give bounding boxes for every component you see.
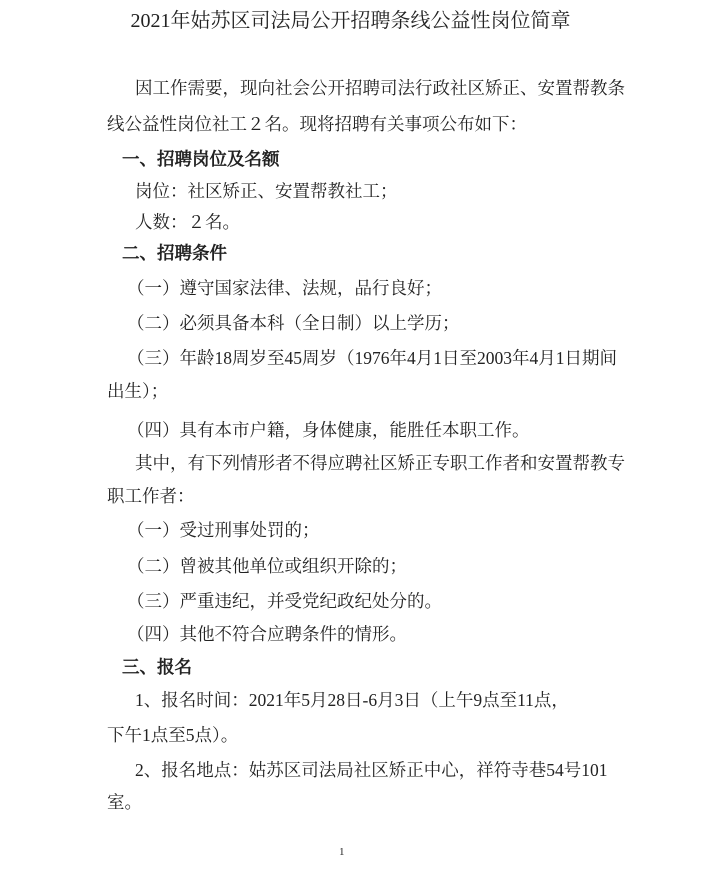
section-heading-2: 二、招聘条件 [122, 243, 227, 263]
registration-time: 1、报名时间：2021年5月28日-6月3日（上午9点至11点， [135, 690, 569, 710]
section-heading-1: 一、招聘岗位及名额 [122, 149, 280, 169]
exclusion-2: （二）曾被其他单位或组织开除的； [127, 556, 407, 576]
exclusion-3: （三）严重违纪，并受党纪政纪处分的。 [127, 591, 442, 611]
registration-time-cont: 下午1点至5点）。 [107, 725, 239, 745]
intro-line-1: 因工作需要，现向社会公开招聘司法行政社区矫正、安置帮教条 [135, 78, 625, 98]
condition-3: （三）年龄18周岁至45周岁（1976年4月1日至2003年4月1日期间 [127, 348, 617, 368]
section-heading-3: 三、报名 [122, 657, 192, 677]
condition-2: （二）必须具备本科（全日制）以上学历； [127, 313, 460, 333]
condition-1: （一）遵守国家法律、法规，品行良好； [127, 278, 442, 298]
registration-location: 2、报名地点：姑苏区司法局社区矫正中心，祥符寺巷54号101 [135, 760, 608, 780]
exclusion-1: （一）受过刑事处罚的； [127, 520, 320, 540]
registration-location-cont: 室。 [107, 792, 142, 812]
document-title: 2021年姑苏区司法局公开招聘条线公益性岗位简章 [130, 10, 571, 32]
exclusion-4: （四）其他不符合应聘条件的情形。 [127, 624, 407, 644]
condition-3-cont: 出生）； [107, 381, 169, 401]
position-line: 岗位：社区矫正、安置帮教社工； [135, 181, 398, 201]
page-number: 1 [339, 846, 345, 858]
exclusion-intro-cont: 职工作者： [107, 486, 195, 506]
condition-4: （四）具有本市户籍，身体健康，能胜任本职工作。 [127, 420, 530, 440]
exclusion-intro: 其中，有下列情形者不得应聘社区矫正专职工作者和安置帮教专 [135, 453, 625, 473]
headcount-line: 人数：２名。 [135, 212, 240, 232]
intro-line-2: 线公益性岗位社工２名。现将招聘有关事项公布如下： [107, 114, 527, 134]
